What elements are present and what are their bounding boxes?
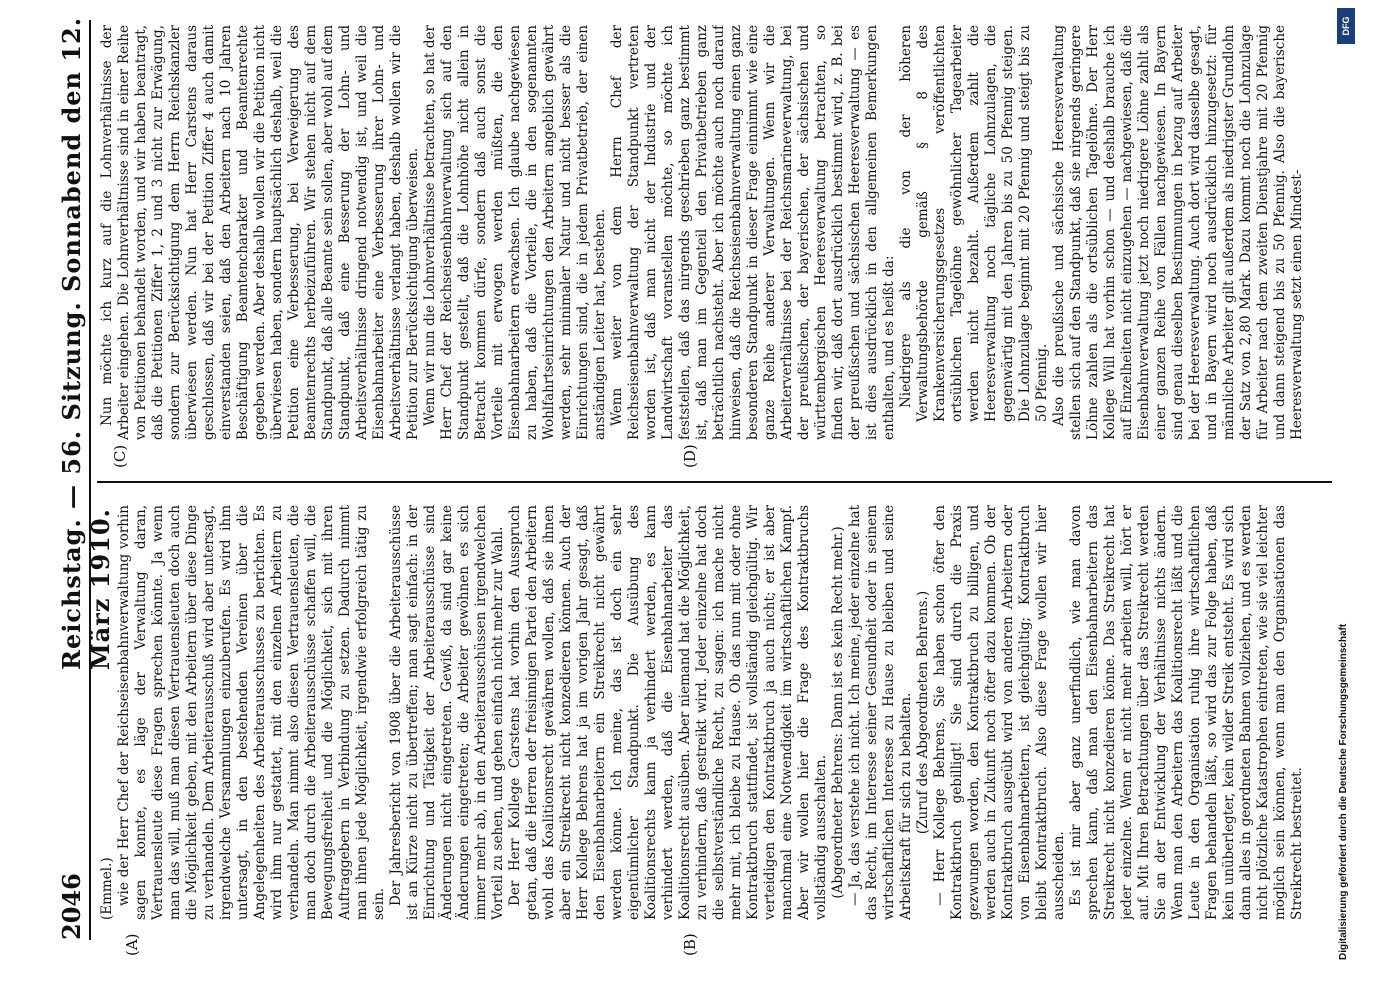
interjection: (Zuruf des Abgeordneten Behrens.) (915, 590, 931, 835)
rotated-page (41, 0, 1341, 1000)
running-title: Reichstag. — 56. Sitzung. Sonnabend den 12. März 1910. (57, 16, 115, 670)
margin-marker-b: (B) (681, 933, 699, 956)
interjection: (Abgeordneter Behrens: Dann ist es kein Recht mehr.) (830, 526, 846, 899)
page-number: 2046 (57, 873, 86, 940)
column-divider (97, 481, 1332, 483)
right-column (99, 25, 1329, 440)
block-quote: Niedrigere als die von der höheren Verwaltungsbehörde gemäß § 8 des Krankenversicherungsgesetzes veröffentlichten ortsüblichen Tagelöhne gewöhnlicher Tagearbeiter werden nicht bezahlt. Außerdem zahlt die Heeresverwaltung noch tägliche Lohnzulagen, die gegenwärtig mit den Jahren bis zu 50 Pfennig steigen. Die Lohnzulage beginnt mit 20 Pfennig und steigt bis zu 50 Pfennig. (898, 25, 1050, 422)
paragraph: Wenn wir nun die Lohnverhältnisse betrachten, so hat der Herr Chef der Reichseisenbahnverwaltung sich auf den Standpunkt gestellt, daß die Lohnhöhe nicht allein in Betracht kommen dürfe, sondern daß auch sonst die Vorteile mit erwogen werden müßten, die den Eisenbahnarbeitern erwachsen. Ich glaube nachgewiesen zu haben, daß die Vorteile, die in den sogenannten Wohlfahrtseinrichtungen den Arbeitern angeblich gewährt werden, sehr minimaler Natur und nicht besser als die Einrichtungen sind, die in jedem Privatbetrieb, der einen anständigen Leiter hat, bestehen. (422, 25, 608, 440)
speaker-label: (Emmel.) (99, 857, 115, 920)
paragraph: Wenn weiter von dem Herrn Chef der Reichseisenbahnverwaltung der Standpunkt vertreten worden ist, daß man nicht der Industrie und der Landwirtschaft voranstellen möchte, so möchte ich feststellen, daß das nirgends geschrieben ganz bestimmt ist, daß man im Gegenteil den Privatbetrieben ganz beträchtlich nachsteht. Aber ich möchte auch noch darauf hinweisen, daß die Reichseisenbahnverwaltung einen ganz besonderen Standpunkt in dieser Frage einnimmt wie eine ganze Reihe anderer Verwaltungen. Wenn wir die Arbeiterverhältnisse bei der Reichsmarineverwaltung, bei der preußischen, der bayerischen, der sächsischen und württembergischen Heeresverwaltung betrachten, so finden wir, daß dort ausdrücklich bestimmt wird, z. B. bei der preußischen und sächsischen Heeresverwaltung — es ist dies ausdrücklich in den allgemeinen Bemerkungen enthalten, und es heißt da: (609, 25, 897, 440)
paragraph: Der Herr Kollege Carstens hat vorhin den Ausspruch getan, daß die Herren der freisinnigen Partei den Arbeitern wohl das Koalitionsrecht gewähren wollen, daß sie ihnen aber ein Streikrecht nicht konzedieren können. Auch der Herr Kollege Behrens hat ja im vorigen Jahr gesagt, daß den Eisenbahnarbeitern ein Streikrecht nicht gewährt werden könne. Ich meine, das ist doch ein sehr eigentümlicher Standpunkt. Die Ausübung des Koalitionsrechts kann ja verhindert werden, es kann verhindert werden, daß die Eisenbahnarbeiter das Koalitionsrecht ausüben. Aber niemand hat die Möglichkeit, zu verhindern, daß gestreikt wird. Jeder einzelne hat doch die selbstverständliche Recht, zu sagen: ich mache nicht mehr mit, ich bleibe zu Hause. Ob das nun mit oder ohne Kontraktbruch stattfindet, ist vollständig gleichgültig. Wir verteidigen den Kontraktbruch ja auch nicht; er ist aber manchmal eine Notwendigkeit im wirtschaftlichen Kampf. Aber wir wollen hier die Frage des Kontraktbruchs vollständig ausschalten. (507, 505, 829, 920)
digitization-note (1334, 120, 1354, 960)
paragraph: wie der Herr Chef der Reichseisenbahnverwaltung vorhin sagen konnte, es läge der Verwaltung daran, Vertrauensleute diese Fragen sprechen könnte. Ja wenn man das will, muß man diesen Vertrauensleuten doch auch die Möglichkeit geben, mit den Arbeitern über diese Dinge zu verhandeln. Dem Arbeiterausschuß wird aber untersagt, irgendwelche Versammlungen einzuberufen. Es wird ihm untersagt, in den bestehenden Vereinen über die Angelegenheiten des Arbeiterausschusses zu berichten. Es wird ihm nur gestattet, mit den einzelnen Arbeitern zu verhandeln. Man nimmt also diesen Vertrauensleuten, die man doch durch die Arbeiterausschüsse schaffen will, die Bewegungsfreiheit und die Möglichkeit, sich mit ihren Auftraggebern in Verbindung zu setzen. Dadurch nimmt man ihnen jede Möglichkeit, irgendwie erfolgreich tätig zu sein. (116, 505, 387, 920)
margin-marker-d: (D) (681, 444, 699, 468)
paragraph: Es ist mir aber ganz unerfindlich, wie man davon sprechen kann, daß man den Eisenbahnarbeitern das Streikrecht nicht konzedieren könne. Das Streikrecht hat jeder einzelne. Wenn er nicht mehr arbeiten will, hört er auf. Mit Ihren Betrachtungen über das Streikrecht werden Sie an der Entwicklung der Verhältnisse nichts ändern. Wenn man den Arbeitern das Koalitionsrecht läßt und die Leute in den Organisation ruhig ihre wirtschaftlichen Fragen behandeln läßt, so wird das zur Folge haben, daß kein unüberlegter, kein wilder Streik entsteht. Es wird sich dann alles in geordneten Bahnen vollziehen, und es werden nicht plötzliche Katastrophen eintreten, wie sie viel leichter möglich sein können, wenn man den Organisationen das Streikrecht bestreitet. (1068, 505, 1305, 920)
paragraph: Der Jahresbericht von 1908 über die Arbeiterausschüsse ist an Kürze nicht zu übertreffen; man sagt einfach: in der Einrichtung und Tätigkeit der Arbeiterausschüsse sind Änderungen nicht eingetreten. Gewiß, da sind gar keine Änderungen eingetreten; die Arbeiter gewöhnen es sich immer mehr ab, in den Arbeiterausschüssen irgendwelchen Vorteil zu sehen, und gehen einfach nicht mehr zur Wahl. (388, 505, 506, 920)
paragraph: Also die preußische und sächsische Heeresverwaltung stellen sich auf den Standpunkt, daß sie nirgends geringere Löhne zahlen als die ortsüblichen Tagelöhne. Der Herr Kollege Will hat vorhin schon — und deshalb brauche ich auf Einzelheiten nicht einzugehen — nachgewiesen, daß die Eisenbahnverwaltung jetzt noch niedrigere Löhne zahlt als einer ganzen Reihe von Fällen nachgewiesen. In Bayern sind genau dieselben Bestimmungen in bezug auf Arbeiter bei der Heeresverwaltung. Auch dort wird dasselbe gesagt, und in Bayern wird noch ausdrücklich hinzugesetzt: für männliche Arbeiter gilt außerdem als niedrigster Grundlohn der Satz von 2,80 Mark. Dazu kommt noch die Lohnzulage für Arbeiter nach dem zweiten Dienstjahre mit 20 Pfennig und dann steigend bis zu 50 Pfennig. Also die bayerische Heeresverwaltung setzt einen Mindest- (1051, 25, 1305, 440)
dfg-logo: DFG (1337, 8, 1355, 44)
paragraph: Nun möchte ich kurz auf die Lohnverhältnisse der Arbeiter eingehen. Die Lohnverhältnisse sind in einer Reihe von Petitionen behandelt worden, und wir haben beantragt, daß die Petitionen Ziffer 1, 2 und 3 nicht zur Erwägung, sondern zur Berücksichtigung dem Herrn Reichskanzler überwiesen werden. Nun hat Herr Carstens daraus geschlossen, daß wir bei der Petition Ziffer 4 auch damit einverstanden seien, daß den Arbeitern nach 10 Jahren Beschäftigung Beamtencharakter und Beamtenrechte gegeben werden. Aber deshalb wollen wir die Petition nicht überwiesen haben, sondern hauptsächlich deshalb, weil die Petition eine Verbesserung, bei Verweigerung des Beamtenrechts herbeizuführen. Wir stehen nicht auf dem Standpunkt, daß alle Beamte sein sollen, aber wohl auf dem Standpunkt, daß eine Besserung der Lohn- und Arbeitsverhältnisse dringend notwendig ist, und weil die Eisenbahnarbeiter eine Verbesserung ihrer Lohn- und Arbeitsverhältnisse verlangt haben, deshalb wollen wir die Petition zur Berücksichtigung überweisen. (99, 25, 421, 440)
margin-marker-c: (C) (111, 444, 129, 468)
left-column (99, 505, 1329, 920)
digitization-note-text: Digitalisierung gefördert durch die Deutsche Forschungsgemeinschaft (1338, 623, 1349, 960)
header-rule (89, 20, 91, 940)
paragraph: — Ja, das verstehe ich nicht. Ich meine, jeder einzelne hat das Recht, im Interesse seiner Gesundheit oder in seinem wirtschaftlichen Interesse zu Hause zu bleiben und seine Arbeitskraft für sich zu behalten. (847, 505, 914, 920)
paragraph: — Herr Kollege Behrens, Sie haben schon öfter den Kontraktbruch gebilligt! Sie sind durch die Praxis gezwungen worden, den Kontraktbruch zu billigen, und werden auch in Zukunft noch öfter dazu kommen. Ob der Kontraktbruch ausgeübt wird von anderen Arbeitern oder von Eisenbahnarbeitern, ist gleichgültig; Kontraktbruch bleibt Kontraktbruch. Also diese Frage wollen wir hier ausscheiden. (932, 505, 1067, 920)
margin-marker-a: (A) (123, 933, 141, 956)
